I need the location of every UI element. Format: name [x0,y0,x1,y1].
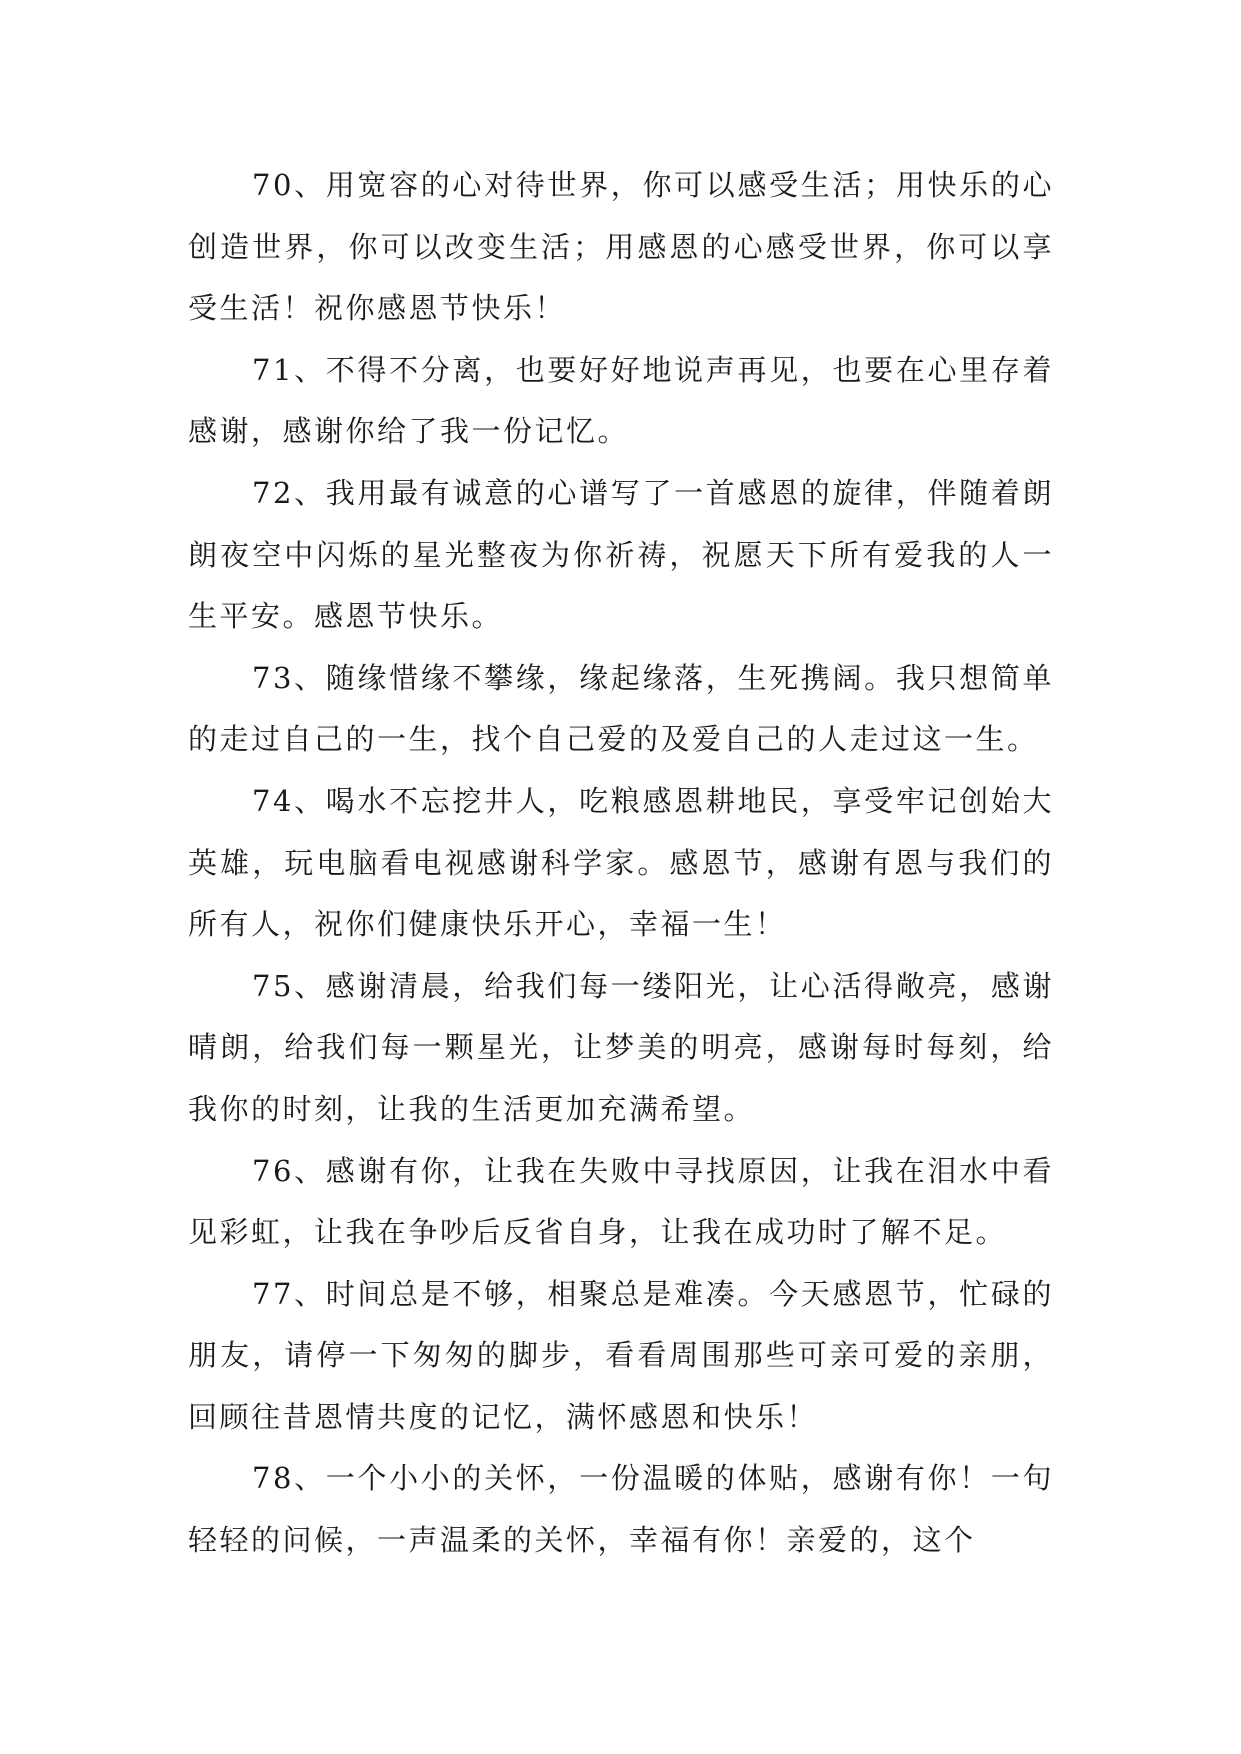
paragraph-76: 76、感谢有你，让我在失败中寻找原因，让我在泪水中看见彩虹，让我在争吵后反省自身，让我在成功时了解不足。 [188,1153,1054,1250]
paragraph-78: 78、一个小小的关怀，一份温暖的体贴，感谢有你！一句轻轻的问候，一声温柔的关怀，幸福有你！亲爱的，这个 [188,1461,1054,1558]
paragraph-71: 71、不得不分离，也要好好地说声再见，也要在心里存着感谢，感谢你给了我一份记忆。 [188,352,1054,449]
paragraph-72: 72、我用最有诚意的心谱写了一首感恩的旋律，伴随着朗朗夜空中闪烁的星光整夜为你祈祷，祝愿天下所有爱我的人一生平安。感恩节快乐。 [188,475,1054,634]
paragraph-73: 73、随缘惜缘不攀缘，缘起缘落，生死携阔。我只想简单的走过自己的一生，找个自己爱的及爱自己的人走过这一生。 [188,660,1054,757]
paragraph-74: 74、喝水不忘挖井人，吃粮感恩耕地民，享受牢记创始大英雄，玩电脑看电视感谢科学家。感恩节，感谢有恩与我们的所有人，祝你们健康快乐开心，幸福一生！ [188,783,1054,942]
paragraph-77: 77、时间总是不够，相聚总是难凑。今天感恩节，忙碌的朋友，请停一下匆匆的脚步，看看周围那些可亲可爱的亲朋，回顾往昔恩情共度的记忆，满怀感恩和快乐！ [188,1276,1054,1434]
document-body [188,155,1054,1572]
paragraph-70: 70、用宽容的心对待世界，你可以感受生活；用快乐的心创造世界，你可以改变生活；用感恩的心感受世界，你可以享受生活！祝你感恩节快乐！ [188,168,1054,326]
paragraph-75: 75、感谢清晨，给我们每一缕阳光，让心活得敞亮，感谢晴朗，给我们每一颗星光，让梦美的明亮，感谢每时每刻，给我你的时刻，让我的生活更加充满希望。 [188,968,1054,1126]
